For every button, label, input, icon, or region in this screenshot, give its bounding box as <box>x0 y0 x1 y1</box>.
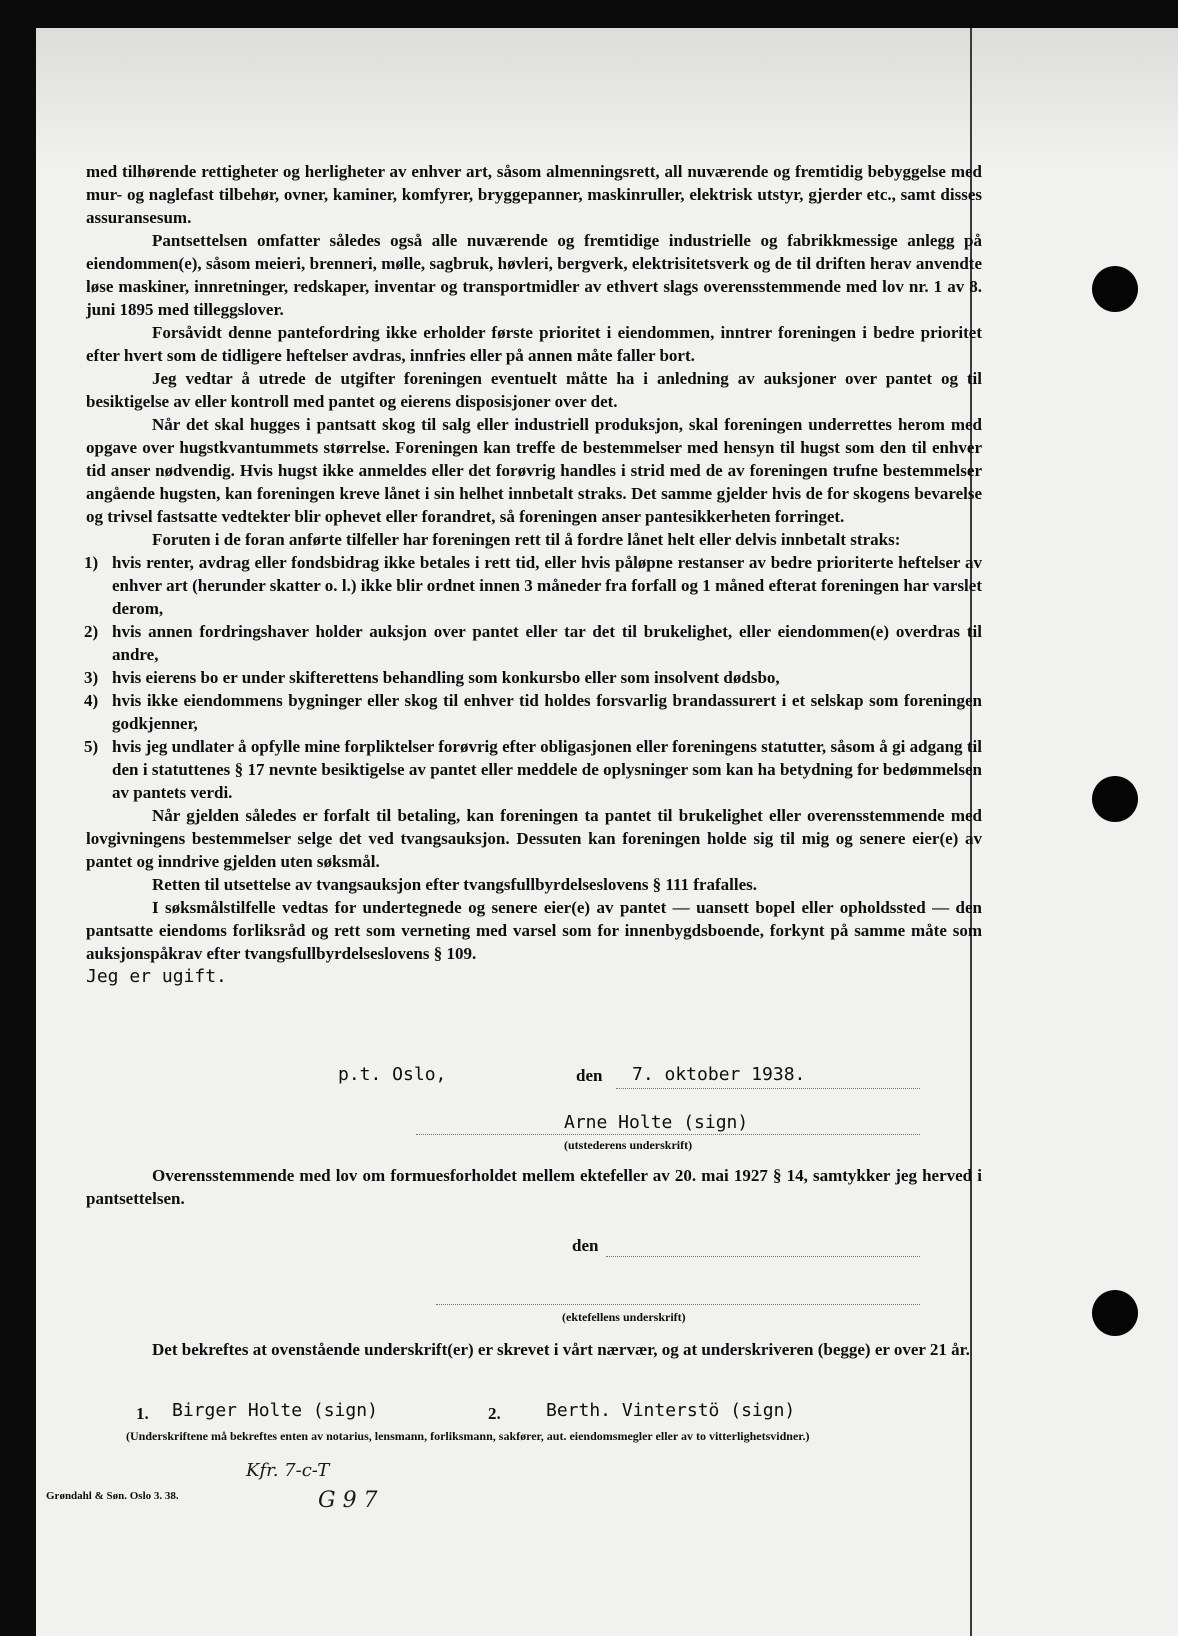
punch-hole <box>1092 1290 1138 1336</box>
paragraph: Foruten i de foran anførte tilfeller har foreningen rett til å fordre lånet helt eller delvis innbetalt straks: <box>152 530 901 549</box>
handwritten-note: Kfr. 7-c-T <box>246 1460 330 1481</box>
paragraph: Retten til utsettelse av tvangsauksjon efter tvangsfullbyrdelseslovens § 111 frafalles. <box>152 875 758 894</box>
witness-note: (Underskriftene må bekreftes enten av notarius, lensmann, forliksmann, sakfører, aut. eiendomsmegler eller av to vitterlighetsvidner.) <box>126 1429 810 1443</box>
handwritten-number: G 9 7 <box>318 1488 378 1513</box>
witness1-signature: Birger Holte (sign) <box>172 1400 378 1421</box>
date-line <box>616 1088 920 1089</box>
list-text: hvis eierens bo er under skifterettens behandling som konkursbo eller som insolvent dødsbo, <box>112 668 780 687</box>
certification-text: Det bekreftes at ovenstående underskrift(er) er skrevet i vårt nærvær, og at underskriveren (begge) er over 21 år. <box>152 1340 970 1359</box>
paragraph: med tilhørende rettigheter og herligheter av enhver art, såsom almenningsrett, all nuværende og fremtidig bebyggelse med mur- og naglefast tilbehør, ovner, kaminer, komfyrer, bryggepanner, maskinruller, elektrisk utstyr, gjerder etc., samt disses assuransesum. <box>86 162 982 227</box>
witness1-number: 1. <box>136 1404 149 1423</box>
paragraph: Forsåvidt denne pantefordring ikke erholder første prioritet i eiendommen, inntrer foreningen i bedre prioritet efter hvert som de tidligere heftelser avdras, innfries eller på annen måte faller bort. <box>86 323 982 365</box>
spouse-consent: Overensstemmende med lov om formuesforholdet mellem ektefeller av 20. mai 1927 § 14, samtykker jeg herved i pantsettelsen. <box>86 1166 982 1208</box>
list-text: hvis renter, avdrag eller fondsbidrag ikke betales i rett tid, eller hvis påløpne restanser av bedre prioriterte heftelser av enhver art (herunder skatter o. l.) ikke blir ordnet innen 3 måneder fra forfall og 1 måned efterat foreningen har varslet derom, <box>112 553 982 618</box>
spouse-caption: (ektefellens underskrift) <box>562 1310 686 1324</box>
default-conditions-list <box>86 551 982 804</box>
paragraph: Når gjelden således er forfalt til betaling, kan foreningen ta pantet til brukelighet eller overensstemmende med lovgivningens bestemmelser selge det ved tvangsauksjon. Dessuten kan foreningen holde sig til mig og senere eier(e) av pantet og inndrive gjelden uten søksmål. <box>86 806 982 871</box>
list-item <box>86 689 982 735</box>
paragraph: Pantsettelsen omfatter således også alle nuværende og fremtidige industrielle og fabrikkmessige anlegg på eiendommen(e), såsom meieri, brenneri, mølle, sagbruk, høvleri, bergverk, elektrisitetsverk og de til driften herav anvendte løse maskiner, innretninger, redskaper, inventar og transportmidler av ethvert slags overensstemmende med lov nr. 1 av 8. juni 1895 med tilleggslover. <box>86 231 982 319</box>
paragraph: Jeg vedtar å utrede de utgifter foreningen eventuelt måtte ha i anledning av auksjoner over pantet og til besiktigelse av eller kontroll med pantet og eierens disposisjoner over det. <box>86 369 982 411</box>
witness2-number: 2. <box>488 1404 501 1423</box>
issuer-signature-line <box>416 1134 920 1135</box>
place-field: p.t. Oslo, <box>338 1064 447 1085</box>
punch-hole <box>1092 266 1138 312</box>
list-number: 3) <box>84 668 99 687</box>
list-text: hvis jeg undlater å opfylle mine forpliktelser forøvrig efter obligasjonen eller foreningens statutter, såsom å gi adgang til den i statuttenes § 17 nevnte besiktigelse av pantet eller meddele de oplysninger som kan ha betydning for bedømmelsen av pantets verdi. <box>112 737 982 802</box>
printer-imprint: Grøndahl & Søn. Oslo 3. 38. <box>46 1490 179 1502</box>
paragraph: Når det skal hugges i pantsatt skog til salg eller industriell produksjon, skal foreningen underrettes herom med opgave over hugstkvantummets størrelse. Foreningen kan treffe de bestemmelser med hensyn til hugst som den til enhver tid anser nødvendig. Hvis hugst ikke anmeldes eller det forøvrig handles i strid med de av foreningen trufne bestemmelser angående hugsten, kan foreningen kreve lånet i sin helhet innbetalt straks. Det samme gjelder hvis de for skogens bevarelse og trivsel fastsatte vedtekter blir ophevet eller forandret, så foreningen anser pantesikkerheten forringet. <box>86 415 982 526</box>
issuer-caption: (utstederens underskrift) <box>564 1138 693 1152</box>
witness2-signature: Berth. Vinterstö (sign) <box>546 1400 796 1421</box>
page-top-shading <box>36 28 1178 168</box>
list-text: hvis annen fordringshaver holder auksjon over pantet eller tar det til brukelighet, eller eiendommen(e) overdras til andre, <box>112 622 982 664</box>
document-page <box>36 28 1178 1636</box>
list-number: 5) <box>84 737 99 756</box>
list-item <box>86 666 982 689</box>
spouse-date-label: den <box>572 1236 599 1255</box>
list-number: 1) <box>84 553 99 572</box>
spouse-date-line <box>606 1256 920 1257</box>
document-body <box>86 160 982 988</box>
punch-hole <box>1092 776 1138 822</box>
list-number: 4) <box>84 691 99 710</box>
issuer-signature: Arne Holte (sign) <box>564 1112 749 1133</box>
list-text: hvis ikke eiendommens bygninger eller skog til enhver tid holdes forsvarlig brandassurert i et selskap som foreningen godkjenner, <box>112 691 982 733</box>
paragraph: I søksmålstilfelle vedtas for undertegnede og senere eier(e) av pantet — uansett bopel eller opholdssted — den pantsatte eiendoms forliksråd og rett som verneting med varsel som for innenbygdsboende, forkynt på samme måte som auksjonspåkrav efter tvangsfullbyrdelseslovens § 109. <box>86 898 982 963</box>
date-field: 7. oktober 1938. <box>632 1064 806 1085</box>
date-label: den <box>576 1066 603 1085</box>
marital-status: Jeg er ugift. <box>86 966 227 987</box>
spouse-signature-line <box>436 1304 920 1305</box>
list-item <box>86 735 982 804</box>
list-item <box>86 551 982 620</box>
list-number: 2) <box>84 622 99 641</box>
list-item <box>86 620 982 666</box>
